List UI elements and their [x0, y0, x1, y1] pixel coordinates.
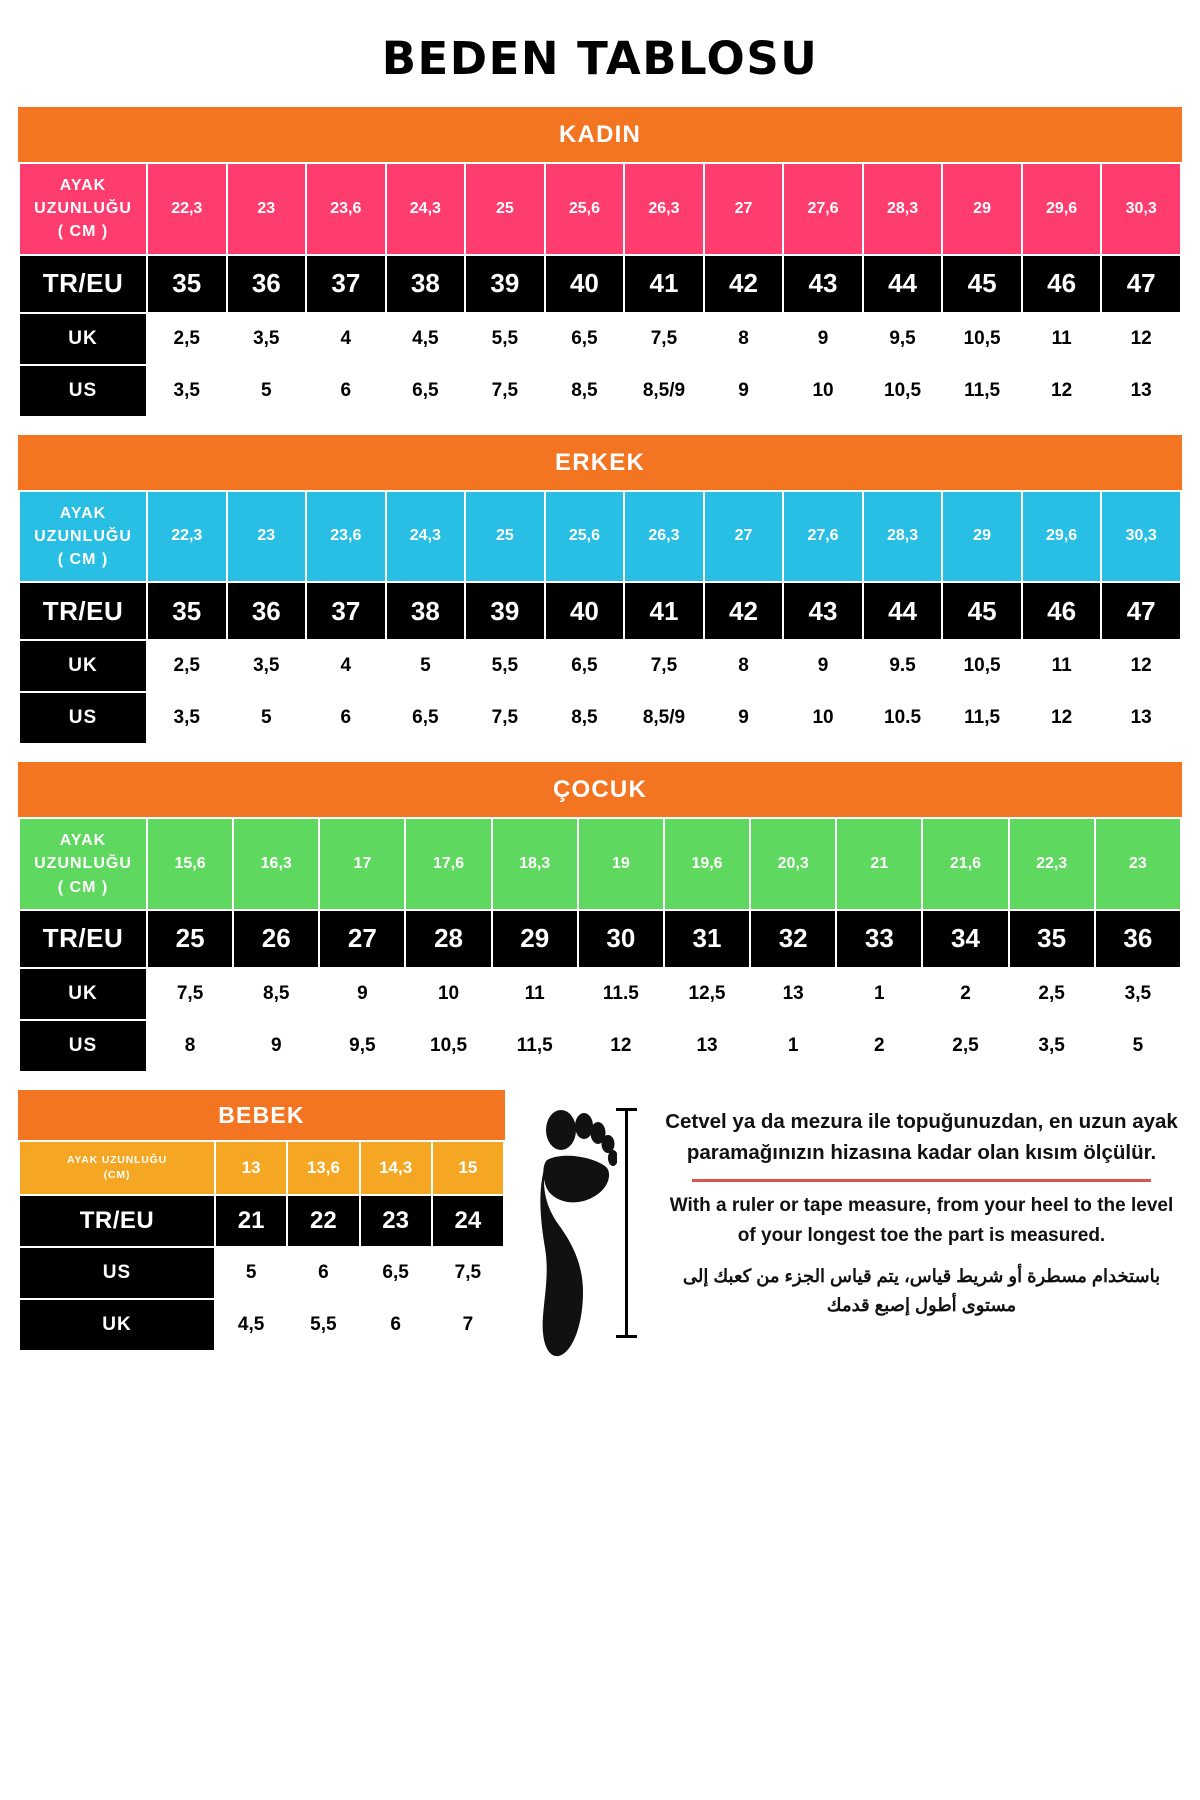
cell: 19,6 — [664, 818, 750, 910]
cell: 46 — [1022, 582, 1102, 640]
cell: 4 — [306, 313, 386, 365]
cell: 22 — [287, 1195, 359, 1247]
measurement-notes — [661, 1090, 1182, 1320]
table-row-length — [19, 818, 1181, 910]
cell: 2 — [922, 968, 1008, 1020]
cell: 6,5 — [386, 692, 466, 744]
cell: 19 — [578, 818, 664, 910]
cell: 10 — [783, 692, 863, 744]
cell: 25 — [147, 910, 233, 968]
section-header-kadin: KADIN — [18, 107, 1182, 162]
cell: 27 — [319, 910, 405, 968]
cell: 9 — [704, 692, 784, 744]
cell: 43 — [783, 255, 863, 313]
cell: 6 — [287, 1247, 359, 1299]
row-label-length — [19, 163, 147, 255]
cell: 27 — [704, 163, 784, 255]
cell: 23 — [227, 491, 307, 583]
cell: 7,5 — [432, 1247, 504, 1299]
row-label-us: US — [19, 1247, 215, 1299]
ruler-line — [625, 1108, 628, 1338]
cell: 41 — [624, 582, 704, 640]
cell: 46 — [1022, 255, 1102, 313]
cell: 28 — [405, 910, 491, 968]
cell: 11,5 — [492, 1020, 578, 1072]
cell: 47 — [1101, 582, 1181, 640]
cell: 23,6 — [306, 163, 386, 255]
cell: 5 — [1095, 1020, 1181, 1072]
cell: 4 — [306, 640, 386, 692]
cell: 28,3 — [863, 163, 943, 255]
cell: 35 — [1009, 910, 1095, 968]
row-label-tr-eu: TR/EU — [19, 582, 147, 640]
cell: 11 — [492, 968, 578, 1020]
cell: 7,5 — [465, 692, 545, 744]
cell: 16,3 — [233, 818, 319, 910]
table-row-tr-eu — [19, 255, 1181, 313]
cell: 44 — [863, 582, 943, 640]
footprint-icon — [539, 1108, 617, 1358]
table-row-uk — [19, 313, 1181, 365]
cell: 8,5/9 — [624, 365, 704, 417]
cell: 42 — [704, 582, 784, 640]
cell: 30,3 — [1101, 491, 1181, 583]
cell: 8,5/9 — [624, 692, 704, 744]
table-row-tr-eu — [19, 910, 1181, 968]
cell: 37 — [306, 582, 386, 640]
cell: 28,3 — [863, 491, 943, 583]
table-row-tr-eu — [19, 582, 1181, 640]
cell: 25 — [465, 491, 545, 583]
length-label-line1: AYAK — [59, 177, 107, 194]
cell: 17 — [319, 818, 405, 910]
cell: 13 — [215, 1141, 287, 1195]
cell: 29,6 — [1022, 163, 1102, 255]
cell: 12 — [578, 1020, 664, 1072]
cell: 10,5 — [405, 1020, 491, 1072]
cell: 10 — [405, 968, 491, 1020]
cell: 2,5 — [1009, 968, 1095, 1020]
cell: 22,3 — [147, 491, 227, 583]
row-label-uk: UK — [19, 640, 147, 692]
cell: 8,5 — [545, 365, 625, 417]
cell: 31 — [664, 910, 750, 968]
cell: 7,5 — [624, 640, 704, 692]
cell: 5 — [386, 640, 466, 692]
cell: 10 — [783, 365, 863, 417]
cell: 9,5 — [863, 313, 943, 365]
cell: 15 — [432, 1141, 504, 1195]
cell: 6,5 — [386, 365, 466, 417]
cell: 10,5 — [942, 640, 1022, 692]
cell: 5,5 — [287, 1299, 359, 1351]
cell: 18,3 — [492, 818, 578, 910]
cell: 3,5 — [147, 692, 227, 744]
cell: 25 — [465, 163, 545, 255]
cell: 8 — [704, 640, 784, 692]
cell: 23 — [227, 163, 307, 255]
cell: 7,5 — [624, 313, 704, 365]
size-table-kadin — [18, 162, 1182, 418]
cell: 30 — [578, 910, 664, 968]
cell: 20,3 — [750, 818, 836, 910]
cell: 9 — [783, 313, 863, 365]
cell: 38 — [386, 582, 466, 640]
cell: 3,5 — [147, 365, 227, 417]
cell: 6 — [360, 1299, 432, 1351]
table-row-uk — [19, 968, 1181, 1020]
section-erkek — [18, 435, 1182, 746]
cell: 9 — [783, 640, 863, 692]
cell: 27,6 — [783, 491, 863, 583]
cell: 29 — [942, 163, 1022, 255]
length-label-line1: AYAK UZUNLUĞU — [66, 1154, 168, 1166]
cell: 8 — [704, 313, 784, 365]
section-bebek — [18, 1090, 505, 1352]
cell: 36 — [1095, 910, 1181, 968]
cell: 17,6 — [405, 818, 491, 910]
cell: 44 — [863, 255, 943, 313]
cell: 24 — [432, 1195, 504, 1247]
cell: 15,6 — [147, 818, 233, 910]
cell: 5,5 — [465, 313, 545, 365]
cell: 26 — [233, 910, 319, 968]
cell: 13,6 — [287, 1141, 359, 1195]
table-row-us — [19, 365, 1181, 417]
cell: 33 — [836, 910, 922, 968]
cell: 13 — [1101, 365, 1181, 417]
cell: 1 — [836, 968, 922, 1020]
row-label-us: US — [19, 1020, 147, 1072]
row-label-tr-eu: TR/EU — [19, 910, 147, 968]
length-label-line1: AYAK — [59, 832, 107, 850]
cell: 29,6 — [1022, 491, 1102, 583]
table-row-tr-eu — [19, 1195, 504, 1247]
cell: 27,6 — [783, 163, 863, 255]
foot-measure-illustration — [523, 1090, 643, 1358]
cell: 7 — [432, 1299, 504, 1351]
cell: 9 — [233, 1020, 319, 1072]
cell: 8,5 — [233, 968, 319, 1020]
cell: 26,3 — [624, 163, 704, 255]
cell: 13 — [1101, 692, 1181, 744]
cell: 4,5 — [386, 313, 466, 365]
cell: 11 — [1022, 313, 1102, 365]
cell: 23 — [1095, 818, 1181, 910]
table-row-length — [19, 163, 1181, 255]
cell: 5,5 — [465, 640, 545, 692]
row-label-uk: UK — [19, 313, 147, 365]
cell: 45 — [942, 255, 1022, 313]
cell: 29 — [492, 910, 578, 968]
cell: 39 — [465, 582, 545, 640]
cell: 8,5 — [545, 692, 625, 744]
cell: 5 — [227, 365, 307, 417]
cell: 6 — [306, 365, 386, 417]
cell: 3,5 — [1009, 1020, 1095, 1072]
cell: 12 — [1022, 365, 1102, 417]
length-label-line3: ( CM ) — [57, 878, 109, 896]
row-label-length — [19, 818, 147, 910]
cell: 37 — [306, 255, 386, 313]
cell: 6 — [306, 692, 386, 744]
length-label-line2: UZUNLUĞU — [34, 200, 132, 218]
cell: 22,3 — [147, 163, 227, 255]
cell: 9,5 — [319, 1020, 405, 1072]
row-label-us: US — [19, 365, 147, 417]
row-label-tr-eu: TR/EU — [19, 1195, 215, 1247]
table-row-uk — [19, 1299, 504, 1351]
cell: 26,3 — [624, 491, 704, 583]
cell: 5 — [215, 1247, 287, 1299]
row-label-uk: UK — [19, 968, 147, 1020]
cell: 24,3 — [386, 163, 466, 255]
section-cocuk — [18, 762, 1182, 1073]
length-label-line3: ( CM ) — [57, 223, 109, 241]
section-header-bebek: BEBEK — [18, 1090, 505, 1140]
size-table-bebek — [18, 1140, 505, 1352]
length-label-line3: ( CM ) — [57, 550, 109, 568]
size-table-erkek — [18, 490, 1182, 746]
length-label-line2: UZUNLUĞU — [34, 527, 132, 545]
row-label-length — [19, 491, 147, 583]
cell: 23,6 — [306, 491, 386, 583]
cell: 11.5 — [578, 968, 664, 1020]
cell: 43 — [783, 582, 863, 640]
cell: 9 — [319, 968, 405, 1020]
cell: 11,5 — [942, 365, 1022, 417]
section-kadin — [18, 107, 1182, 418]
cell: 23 — [360, 1195, 432, 1247]
cell: 30,3 — [1101, 163, 1181, 255]
cell: 3,5 — [1095, 968, 1181, 1020]
note-arabic: باستخدام مسطرة أو شريط قياس، يتم قياس الجزء من كعبك إلى مستوى أطول إصبع قدمك — [682, 1266, 1161, 1315]
size-table-cocuk — [18, 817, 1182, 1073]
cell: 6,5 — [545, 640, 625, 692]
length-label-line1: AYAK — [59, 504, 107, 522]
cell: 35 — [147, 582, 227, 640]
cell: 6,5 — [360, 1247, 432, 1299]
cell: 9 — [704, 365, 784, 417]
cell: 21,6 — [922, 818, 1008, 910]
cell: 39 — [465, 255, 545, 313]
table-row-us — [19, 1020, 1181, 1072]
note-english: With a ruler or tape measure, from your heel to the level of your longest toe the part is measured. — [669, 1195, 1174, 1246]
cell: 11,5 — [942, 692, 1022, 744]
cell: 10,5 — [863, 365, 943, 417]
cell: 10,5 — [942, 313, 1022, 365]
cell: 25,6 — [545, 491, 625, 583]
cell: 9.5 — [863, 640, 943, 692]
row-label-us: US — [19, 692, 147, 744]
row-label-tr-eu: TR/EU — [19, 255, 147, 313]
row-label-uk: UK — [19, 1299, 215, 1351]
cell: 45 — [942, 582, 1022, 640]
table-row-us — [19, 692, 1181, 744]
cell: 12,5 — [664, 968, 750, 1020]
cell: 21 — [836, 818, 922, 910]
cell: 2,5 — [922, 1020, 1008, 1072]
length-label-line2: UZUNLUĞU — [34, 855, 132, 873]
cell: 21 — [215, 1195, 287, 1247]
cell: 38 — [386, 255, 466, 313]
table-row-uk — [19, 640, 1181, 692]
length-label-line2: (CM) — [103, 1168, 131, 1181]
cell: 36 — [227, 255, 307, 313]
cell: 8 — [147, 1020, 233, 1072]
cell: 12 — [1101, 313, 1181, 365]
cell: 40 — [545, 255, 625, 313]
cell: 13 — [664, 1020, 750, 1072]
cell: 36 — [227, 582, 307, 640]
cell: 24,3 — [386, 491, 466, 583]
cell: 7,5 — [465, 365, 545, 417]
cell: 25,6 — [545, 163, 625, 255]
cell: 34 — [922, 910, 1008, 968]
section-header-cocuk: ÇOCUK — [18, 762, 1182, 817]
table-row-us — [19, 1247, 504, 1299]
cell: 29 — [942, 491, 1022, 583]
cell: 41 — [624, 255, 704, 313]
cell: 3,5 — [227, 313, 307, 365]
cell: 10.5 — [863, 692, 943, 744]
bottom-area — [18, 1090, 1182, 1358]
cell: 14,3 — [360, 1141, 432, 1195]
cell: 1 — [750, 1020, 836, 1072]
cell: 32 — [750, 910, 836, 968]
cell: 12 — [1101, 640, 1181, 692]
table-row-length — [19, 491, 1181, 583]
cell: 2,5 — [147, 640, 227, 692]
table-row-length — [19, 1141, 504, 1195]
cell: 40 — [545, 582, 625, 640]
cell: 2 — [836, 1020, 922, 1072]
cell: 11 — [1022, 640, 1102, 692]
page-title: BEDEN TABLOSU — [381, 32, 819, 85]
cell: 13 — [750, 968, 836, 1020]
cell: 27 — [704, 491, 784, 583]
cell: 12 — [1022, 692, 1102, 744]
cell: 6,5 — [545, 313, 625, 365]
row-label-length — [19, 1141, 215, 1195]
cell: 3,5 — [227, 640, 307, 692]
note-divider — [692, 1179, 1150, 1182]
section-header-erkek: ERKEK — [18, 435, 1182, 490]
cell: 35 — [147, 255, 227, 313]
note-turkish: Cetvel ya da mezura ile topuğunuzdan, en uzun ayak paramağınızın hizasına kadar olan kısım ölçülür. — [665, 1109, 1178, 1165]
cell: 42 — [704, 255, 784, 313]
cell: 4,5 — [215, 1299, 287, 1351]
cell: 22,3 — [1009, 818, 1095, 910]
cell: 47 — [1101, 255, 1181, 313]
cell: 7,5 — [147, 968, 233, 1020]
cell: 2,5 — [147, 313, 227, 365]
cell: 5 — [227, 692, 307, 744]
